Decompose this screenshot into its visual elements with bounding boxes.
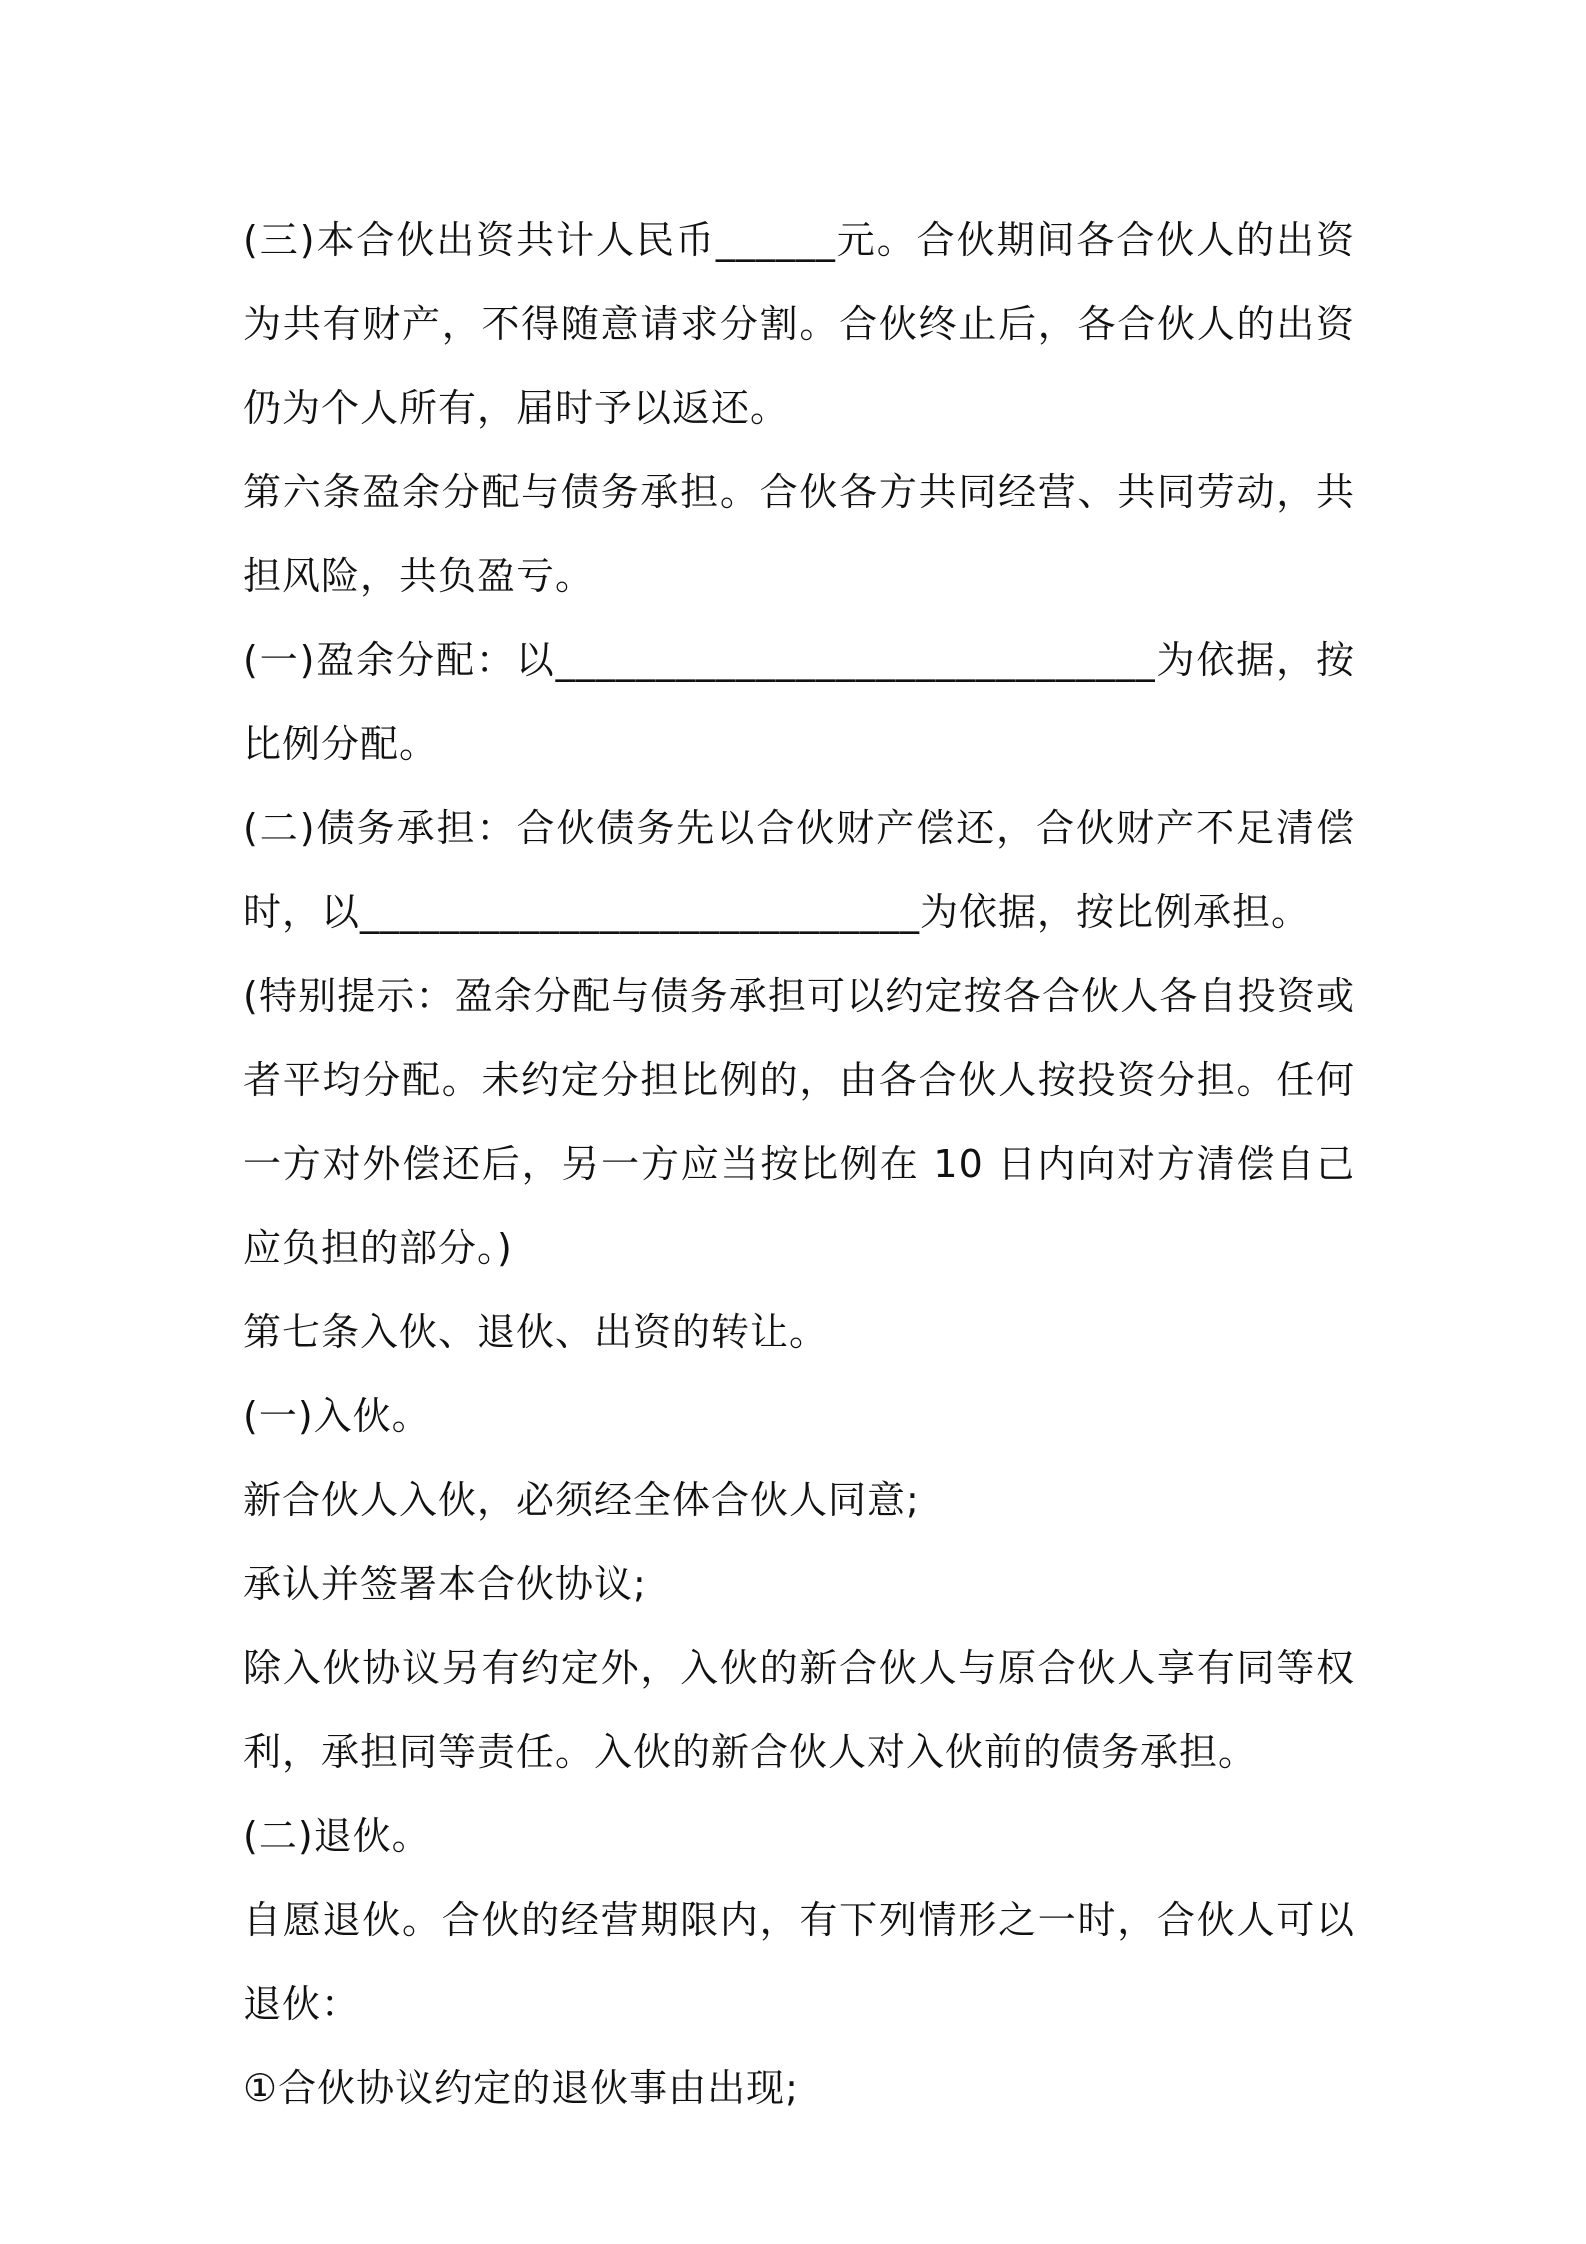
paragraph-article-6: 第六条盈余分配与债务承担。合伙各方共同经营、共同劳动，共担风险，共负盈亏。 [243,470,1355,598]
paragraph-withdrawal-reason-1: ①合伙协议约定的退伙事由出现; [243,2066,799,2110]
paragraph-admission-sign: 承认并签署本合伙协议; [243,1562,647,1606]
paragraph-withdrawal-heading: (二)退伙。 [243,1814,431,1858]
paragraph-capital-contribution: (三)本合伙出资共计人民币______元。合伙期间各合伙人的出资为共有财产，不得随意请求分割。合伙终止后，各合伙人的出资仍为个人所有，届时予以返还。 [243,218,1355,430]
paragraph-admission-heading: (一)入伙。 [243,1394,431,1438]
paragraph-admission-consent: 新合伙人入伙，必须经全体合伙人同意; [243,1478,920,1522]
document-body [243,198,1355,2130]
paragraph-admission-rights: 除入伙协议另有约定外，入伙的新合伙人与原合伙人享有同等权利，承担同等责任。入伙的新合伙人对入伙前的债务承担。 [243,1646,1355,1774]
paragraph-debt-bearing: (二)债务承担：合伙债务先以合伙财产偿还，合伙财产不足清偿时，以____________________________为依据，按比例承担。 [243,806,1355,934]
paragraph-special-note: (特别提示：盈余分配与债务承担可以约定按各合伙人各自投资或者平均分配。未约定分担比例的，由各合伙人按投资分担。任何一方对外偿还后，另一方应当按比例在 10 日内向对方清偿自己应负担的部分。) [243,974,1355,1270]
paragraph-profit-distribution: (一)盈余分配：以______________________________为依据，按比例分配。 [243,638,1355,766]
paragraph-voluntary-withdrawal: 自愿退伙。合伙的经营期限内，有下列情形之一时，合伙人可以退伙： [243,1898,1355,2026]
paragraph-article-7: 第七条入伙、退伙、出资的转让。 [243,1310,829,1354]
